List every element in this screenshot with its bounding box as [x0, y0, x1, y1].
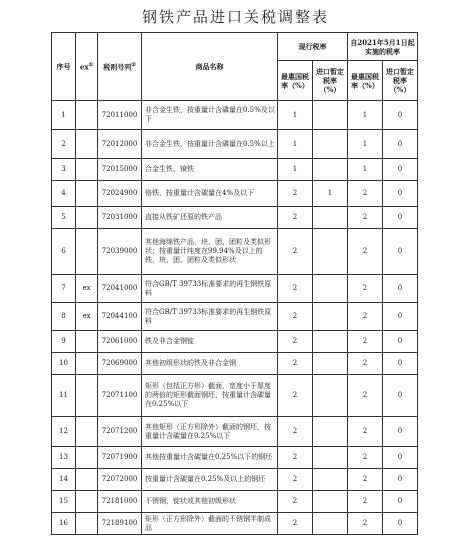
cell-code: 72189100 [98, 513, 142, 535]
cell-code: 72031000 [98, 207, 142, 229]
table-row [52, 353, 418, 375]
table-row [52, 130, 418, 159]
cell-ex [76, 130, 98, 159]
cell-future-mfn: 2 [348, 417, 383, 447]
cell-future-interim: 0 [383, 375, 418, 417]
cell-ex: ex [76, 303, 98, 331]
cell-current-interim [313, 303, 348, 331]
cell-ex [76, 331, 98, 353]
cell-current-interim [313, 513, 348, 535]
cell-future-mfn: 2 [348, 207, 383, 229]
cell-future-interim: 0 [383, 513, 418, 535]
cell-name: 矩形（正方形除外）截面的不锈钢半制成品 [142, 513, 278, 535]
cell-future-interim: 0 [383, 469, 418, 491]
cell-future-mfn: 2 [348, 303, 383, 331]
cell-name: 直接从铁矿还原的铁产品 [142, 207, 278, 229]
header-ex: ex① [76, 33, 98, 101]
cell-future-mfn: 2 [348, 229, 383, 275]
cell-future-interim: 0 [383, 331, 418, 353]
cell-current-mfn: 2 [278, 353, 313, 375]
cell-current-mfn: 2 [278, 491, 313, 513]
cell-current-mfn: 2 [278, 303, 313, 331]
cell-code: 72071100 [98, 375, 142, 417]
tariff-table [51, 32, 418, 535]
cell-ex [76, 469, 98, 491]
cell-ex [76, 159, 98, 181]
cell-current-interim [313, 469, 348, 491]
cell-current-mfn: 1 [278, 130, 313, 159]
cell-name: 非合金生铁，按重量计含磷量在0.5%及以下 [142, 101, 278, 130]
table-row [52, 229, 418, 275]
cell-future-interim: 0 [383, 303, 418, 331]
cell-current-mfn: 2 [278, 469, 313, 491]
cell-current-mfn: 2 [278, 375, 313, 417]
table-row [52, 447, 418, 469]
cell-name: 符合GB/T 39733标准要求的再生钢铁原料 [142, 303, 278, 331]
table-row [52, 207, 418, 229]
cell-ex [76, 417, 98, 447]
cell-current-mfn: 2 [278, 417, 313, 447]
table-row [52, 331, 418, 353]
cell-future-interim: 0 [383, 353, 418, 375]
table-row [52, 181, 418, 207]
cell-name: 非合金生铁，按重量计含磷量在0.5%以上 [142, 130, 278, 159]
page-title: 钢铁产品进口关税调整表 [141, 8, 329, 26]
table-row [52, 101, 418, 130]
cell-code: 72069000 [98, 353, 142, 375]
cell-name: 其他按重量计含碳量在0.25%以下的钢坯 [142, 447, 278, 469]
cell-name: 铁及非合金钢锭 [142, 331, 278, 353]
cell-seq: 4 [52, 181, 76, 207]
cell-seq: 9 [52, 331, 76, 353]
cell-code: 72072000 [98, 469, 142, 491]
header-seq: 序号 [52, 33, 76, 101]
cell-ex [76, 375, 98, 417]
cell-future-mfn: 2 [348, 447, 383, 469]
cell-current-mfn: 2 [278, 181, 313, 207]
table-row [52, 303, 418, 331]
cell-future-mfn: 2 [348, 375, 383, 417]
cell-seq: 6 [52, 229, 76, 275]
cell-future-mfn: 2 [348, 491, 383, 513]
cell-ex [76, 353, 98, 375]
cell-future-mfn: 2 [348, 331, 383, 353]
cell-current-interim [313, 491, 348, 513]
cell-future-interim: 0 [383, 159, 418, 181]
cell-current-interim [313, 159, 348, 181]
cell-code: 72015000 [98, 159, 142, 181]
cell-code: 72071900 [98, 447, 142, 469]
cell-code: 72071200 [98, 417, 142, 447]
cell-future-interim: 0 [383, 181, 418, 207]
table-row [52, 469, 418, 491]
cell-seq: 3 [52, 159, 76, 181]
tariff-table-body [52, 101, 418, 535]
cell-ex [76, 229, 98, 275]
header-future-interim: 进口暂定税率（%） [383, 61, 418, 101]
cell-future-interim: 0 [383, 207, 418, 229]
cell-current-mfn: 2 [278, 331, 313, 353]
header-future-rate: 自2021年5月1日起实施的税率 [348, 33, 418, 61]
cell-seq: 10 [52, 353, 76, 375]
cell-future-interim: 0 [383, 491, 418, 513]
table-row [52, 375, 418, 417]
cell-name: 按重量计含碳量在0.25%及以上的钢坯 [142, 469, 278, 491]
cell-code: 72044100 [98, 303, 142, 331]
cell-future-interim: 0 [383, 275, 418, 303]
cell-name: 其他初级形状的铁及非合金钢 [142, 353, 278, 375]
cell-future-interim: 0 [383, 229, 418, 275]
cell-seq: 1 [52, 101, 76, 130]
cell-current-interim [313, 275, 348, 303]
cell-code: 72181000 [98, 491, 142, 513]
cell-future-mfn: 1 [348, 101, 383, 130]
cell-current-mfn: 2 [278, 207, 313, 229]
table-row [52, 417, 418, 447]
cell-code: 72012000 [98, 130, 142, 159]
cell-current-interim: 1 [313, 181, 348, 207]
cell-current-interim [313, 207, 348, 229]
cell-name: 铬铁，按重量计含碳量在4%及以下 [142, 181, 278, 207]
cell-seq: 13 [52, 447, 76, 469]
cell-current-mfn: 2 [278, 513, 313, 535]
cell-current-interim [313, 417, 348, 447]
table-row [52, 513, 418, 535]
table-row [52, 275, 418, 303]
cell-future-mfn: 1 [348, 159, 383, 181]
cell-seq: 12 [52, 417, 76, 447]
header-current-interim: 进口暂定税率（%） [313, 61, 348, 101]
cell-seq: 15 [52, 491, 76, 513]
cell-current-interim [313, 375, 348, 417]
cell-name: 矩形（包括正方形）截面，宽度小于厚度的两倍的矩形截面钢坯，按重量计含碳量在0.25%以下 [142, 375, 278, 417]
cell-ex [76, 447, 98, 469]
cell-current-interim [313, 353, 348, 375]
cell-future-mfn: 2 [348, 181, 383, 207]
cell-current-interim [313, 331, 348, 353]
cell-ex [76, 207, 98, 229]
cell-code: 72011000 [98, 101, 142, 130]
cell-current-mfn: 2 [278, 275, 313, 303]
cell-current-interim [313, 447, 348, 469]
cell-future-mfn: 2 [348, 275, 383, 303]
cell-future-mfn: 2 [348, 353, 383, 375]
cell-current-mfn: 2 [278, 229, 313, 275]
cell-ex [76, 181, 98, 207]
table-row [52, 159, 418, 181]
cell-current-mfn: 2 [278, 447, 313, 469]
cell-name: 符合GB/T 39733标准要求的再生钢铁原料 [142, 275, 278, 303]
cell-name: 其他矩形（正方形除外）截面的钢坯，按重量计含碳量在0.25%以下 [142, 417, 278, 447]
cell-future-interim: 0 [383, 101, 418, 130]
cell-code: 72061000 [98, 331, 142, 353]
cell-future-mfn: 2 [348, 513, 383, 535]
cell-current-interim [313, 130, 348, 159]
cell-ex [76, 491, 98, 513]
cell-seq: 7 [52, 275, 76, 303]
cell-seq: 14 [52, 469, 76, 491]
cell-future-interim: 0 [383, 130, 418, 159]
cell-seq: 16 [52, 513, 76, 535]
cell-code: 72041000 [98, 275, 142, 303]
cell-future-mfn: 2 [348, 469, 383, 491]
header-product-name: 商品名称 [142, 33, 278, 101]
cell-name: 不锈钢，锭状或其他初级形状 [142, 491, 278, 513]
cell-ex: ex [76, 275, 98, 303]
cell-current-interim [313, 229, 348, 275]
cell-code: 72024900 [98, 181, 142, 207]
cell-code: 72039000 [98, 229, 142, 275]
table-row [52, 491, 418, 513]
cell-ex [76, 101, 98, 130]
cell-name: 其他海绵铁产品，块、团、团粒及类似形状；按重量计纯度在99.94%及以上的铁，块、团、团粒及类似形状 [142, 229, 278, 275]
header-current-mfn: 最惠国税率（%） [278, 61, 313, 101]
cell-name: 合金生铁、镜铁 [142, 159, 278, 181]
cell-seq: 5 [52, 207, 76, 229]
cell-seq: 11 [52, 375, 76, 417]
header-future-mfn: 最惠国税率（%） [348, 61, 383, 101]
header-tariff-code: 税则号列② [98, 33, 142, 101]
cell-future-mfn: 1 [348, 130, 383, 159]
header-current-rate: 现行税率 [278, 33, 348, 61]
cell-future-interim: 0 [383, 417, 418, 447]
cell-current-mfn: 1 [278, 159, 313, 181]
cell-future-interim: 0 [383, 447, 418, 469]
cell-current-mfn: 1 [278, 101, 313, 130]
cell-seq: 2 [52, 130, 76, 159]
cell-ex [76, 513, 98, 535]
cell-seq: 8 [52, 303, 76, 331]
cell-current-interim [313, 101, 348, 130]
